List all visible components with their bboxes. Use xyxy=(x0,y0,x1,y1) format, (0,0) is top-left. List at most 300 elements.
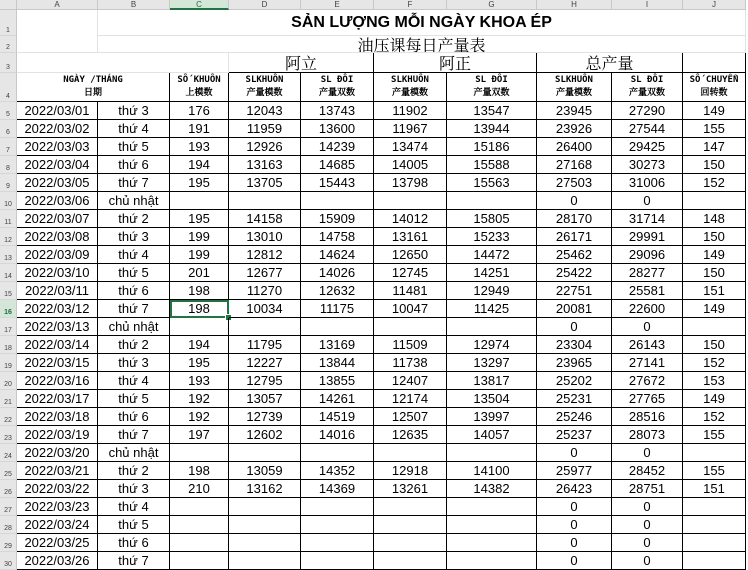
table-cell-i[interactable]: 29096 xyxy=(612,246,683,264)
table-cell-date[interactable]: 2022/03/15 xyxy=(17,354,98,372)
table-cell-date[interactable]: 2022/03/19 xyxy=(17,426,98,444)
table-cell-date[interactable]: 2022/03/13 xyxy=(17,318,98,336)
table-cell-j[interactable]: 155 xyxy=(683,462,746,480)
table-cell-date[interactable]: 2022/03/07 xyxy=(17,210,98,228)
table-cell-date[interactable]: 2022/03/25 xyxy=(17,534,98,552)
table-cell-d[interactable] xyxy=(229,318,301,336)
table-cell-d[interactable]: 11795 xyxy=(229,336,301,354)
table-cell-j[interactable]: 155 xyxy=(683,426,746,444)
table-cell-h[interactable]: 25231 xyxy=(537,390,612,408)
table-cell-f[interactable] xyxy=(374,318,447,336)
table-cell-date[interactable]: 2022/03/22 xyxy=(17,480,98,498)
table-cell-g[interactable] xyxy=(447,534,537,552)
row-header[interactable]: 7 xyxy=(0,138,17,156)
table-cell-j[interactable]: 152 xyxy=(683,408,746,426)
table-cell-day[interactable]: thứ 2 xyxy=(98,462,170,480)
select-all-corner[interactable] xyxy=(0,0,17,10)
table-cell-c[interactable] xyxy=(170,516,229,534)
row-header[interactable]: 27 xyxy=(0,498,17,516)
table-cell-f[interactable]: 12407 xyxy=(374,372,447,390)
table-cell-f[interactable] xyxy=(374,192,447,210)
row-header[interactable]: 11 xyxy=(0,210,17,228)
table-cell-j[interactable] xyxy=(683,552,746,570)
table-cell-g[interactable]: 13944 xyxy=(447,120,537,138)
table-cell-d[interactable]: 13059 xyxy=(229,462,301,480)
table-cell-d[interactable] xyxy=(229,444,301,462)
table-cell-e[interactable] xyxy=(301,318,374,336)
table-cell-i[interactable]: 0 xyxy=(612,192,683,210)
table-cell-e[interactable]: 14261 xyxy=(301,390,374,408)
table-cell-d[interactable]: 13057 xyxy=(229,390,301,408)
table-cell-d[interactable]: 14158 xyxy=(229,210,301,228)
table-cell-j[interactable]: 149 xyxy=(683,390,746,408)
table-cell-date[interactable]: 2022/03/10 xyxy=(17,264,98,282)
table-cell-day[interactable]: thứ 4 xyxy=(98,120,170,138)
table-cell-day[interactable]: thứ 4 xyxy=(98,372,170,390)
table-cell-c[interactable] xyxy=(170,552,229,570)
table-cell-i[interactable]: 28751 xyxy=(612,480,683,498)
table-cell-g[interactable]: 14057 xyxy=(447,426,537,444)
active-cell[interactable]: 198 xyxy=(170,300,229,318)
table-cell-d[interactable]: 12677 xyxy=(229,264,301,282)
table-cell-i[interactable]: 30273 xyxy=(612,156,683,174)
table-cell-date[interactable]: 2022/03/16 xyxy=(17,372,98,390)
table-cell-c[interactable]: 210 xyxy=(170,480,229,498)
table-cell-c[interactable] xyxy=(170,498,229,516)
row-header[interactable]: 26 xyxy=(0,480,17,498)
table-cell-g[interactable] xyxy=(447,552,537,570)
table-cell-g[interactable]: 14382 xyxy=(447,480,537,498)
table-cell-h[interactable]: 26423 xyxy=(537,480,612,498)
table-cell-f[interactable]: 12507 xyxy=(374,408,447,426)
table-cell-e[interactable] xyxy=(301,534,374,552)
table-cell-f[interactable]: 14005 xyxy=(374,156,447,174)
row-header[interactable]: 12 xyxy=(0,228,17,246)
table-cell-c[interactable]: 198 xyxy=(170,462,229,480)
table-cell-j[interactable]: 149 xyxy=(683,300,746,318)
table-cell-c[interactable]: 191 xyxy=(170,120,229,138)
table-cell-date[interactable]: 2022/03/17 xyxy=(17,390,98,408)
table-cell-i[interactable]: 25581 xyxy=(612,282,683,300)
table-cell-g[interactable]: 15563 xyxy=(447,174,537,192)
table-cell-i[interactable]: 0 xyxy=(612,498,683,516)
table-cell-f[interactable]: 13798 xyxy=(374,174,447,192)
table-cell-f[interactable]: 11481 xyxy=(374,282,447,300)
table-cell-d[interactable]: 12812 xyxy=(229,246,301,264)
column-header-b[interactable]: B xyxy=(98,0,170,10)
table-cell-d[interactable]: 12739 xyxy=(229,408,301,426)
table-cell-h[interactable]: 25246 xyxy=(537,408,612,426)
row-header[interactable]: 4 xyxy=(0,73,17,102)
table-cell-h[interactable]: 23945 xyxy=(537,102,612,120)
table-cell-j[interactable] xyxy=(683,498,746,516)
row-header[interactable]: 18 xyxy=(0,336,17,354)
table-cell-g[interactable]: 14472 xyxy=(447,246,537,264)
row-header[interactable]: 25 xyxy=(0,462,17,480)
table-cell-f[interactable]: 12174 xyxy=(374,390,447,408)
table-cell-d[interactable]: 12602 xyxy=(229,426,301,444)
table-cell-date[interactable]: 2022/03/12 xyxy=(17,300,98,318)
table-cell-i[interactable]: 28277 xyxy=(612,264,683,282)
table-cell-day[interactable]: thứ 5 xyxy=(98,390,170,408)
table-cell-day[interactable]: thứ 3 xyxy=(98,354,170,372)
table-cell-day[interactable]: thứ 2 xyxy=(98,336,170,354)
table-cell-day[interactable]: chủ nhật xyxy=(98,444,170,462)
table-cell-e[interactable]: 12632 xyxy=(301,282,374,300)
table-cell-d[interactable]: 13163 xyxy=(229,156,301,174)
table-cell-day[interactable]: thứ 6 xyxy=(98,282,170,300)
table-cell-h[interactable]: 23926 xyxy=(537,120,612,138)
column-header-a[interactable]: A xyxy=(17,0,98,10)
table-cell-e[interactable]: 11175 xyxy=(301,300,374,318)
table-cell-h[interactable]: 27503 xyxy=(537,174,612,192)
table-cell-j[interactable]: 153 xyxy=(683,372,746,390)
row-header[interactable]: 30 xyxy=(0,552,17,570)
table-cell-e[interactable]: 14369 xyxy=(301,480,374,498)
table-cell-i[interactable]: 27672 xyxy=(612,372,683,390)
table-cell-date[interactable]: 2022/03/09 xyxy=(17,246,98,264)
row-header[interactable]: 2 xyxy=(0,36,17,53)
row-header[interactable]: 23 xyxy=(0,426,17,444)
table-cell-day[interactable]: thứ 2 xyxy=(98,210,170,228)
row-header[interactable]: 5 xyxy=(0,102,17,120)
column-header-j[interactable]: J xyxy=(683,0,746,10)
table-cell-f[interactable] xyxy=(374,552,447,570)
table-cell-h[interactable]: 0 xyxy=(537,516,612,534)
table-cell-day[interactable]: thứ 4 xyxy=(98,246,170,264)
table-cell-h[interactable]: 25462 xyxy=(537,246,612,264)
table-cell-g[interactable] xyxy=(447,516,537,534)
table-cell-c[interactable] xyxy=(170,534,229,552)
table-cell-e[interactable]: 14624 xyxy=(301,246,374,264)
column-header-i[interactable]: I xyxy=(612,0,683,10)
column-header-g[interactable]: G xyxy=(447,0,537,10)
row-header[interactable]: 22 xyxy=(0,408,17,426)
table-cell-c[interactable]: 192 xyxy=(170,390,229,408)
table-cell-h[interactable]: 26400 xyxy=(537,138,612,156)
table-cell-g[interactable] xyxy=(447,444,537,462)
table-cell-h[interactable]: 23304 xyxy=(537,336,612,354)
table-cell-f[interactable]: 13261 xyxy=(374,480,447,498)
table-cell-h[interactable]: 22751 xyxy=(537,282,612,300)
table-cell-j[interactable] xyxy=(683,318,746,336)
table-cell-f[interactable]: 10047 xyxy=(374,300,447,318)
column-header-h[interactable]: H xyxy=(537,0,612,10)
table-cell-day[interactable]: chủ nhật xyxy=(98,192,170,210)
table-cell-e[interactable] xyxy=(301,444,374,462)
table-cell-f[interactable]: 12635 xyxy=(374,426,447,444)
table-cell-e[interactable]: 14026 xyxy=(301,264,374,282)
table-cell-day[interactable]: thứ 7 xyxy=(98,552,170,570)
row-header[interactable]: 13 xyxy=(0,246,17,264)
table-cell-j[interactable]: 150 xyxy=(683,228,746,246)
table-cell-f[interactable]: 11967 xyxy=(374,120,447,138)
table-cell-e[interactable]: 14758 xyxy=(301,228,374,246)
table-cell-i[interactable]: 0 xyxy=(612,534,683,552)
table-cell-day[interactable]: thứ 3 xyxy=(98,102,170,120)
row-header[interactable]: 24 xyxy=(0,444,17,462)
table-cell-j[interactable]: 149 xyxy=(683,102,746,120)
row-header[interactable]: 8 xyxy=(0,156,17,174)
table-cell-day[interactable]: thứ 7 xyxy=(98,300,170,318)
table-cell-j[interactable]: 155 xyxy=(683,120,746,138)
table-cell-e[interactable] xyxy=(301,498,374,516)
table-cell-f[interactable]: 11509 xyxy=(374,336,447,354)
row-header[interactable]: 20 xyxy=(0,372,17,390)
table-cell-date[interactable]: 2022/03/18 xyxy=(17,408,98,426)
table-cell-j[interactable] xyxy=(683,534,746,552)
table-cell-h[interactable]: 23965 xyxy=(537,354,612,372)
table-cell-e[interactable]: 14685 xyxy=(301,156,374,174)
table-cell-g[interactable]: 15805 xyxy=(447,210,537,228)
table-cell-g[interactable]: 11425 xyxy=(447,300,537,318)
column-header-d[interactable]: D xyxy=(229,0,301,10)
table-cell-h[interactable]: 25202 xyxy=(537,372,612,390)
table-cell-i[interactable]: 29991 xyxy=(612,228,683,246)
table-cell-day[interactable]: thứ 7 xyxy=(98,174,170,192)
table-cell-f[interactable]: 13161 xyxy=(374,228,447,246)
table-cell-i[interactable]: 0 xyxy=(612,318,683,336)
table-cell-d[interactable]: 12795 xyxy=(229,372,301,390)
empty-cell[interactable] xyxy=(683,53,746,73)
row-header[interactable]: 28 xyxy=(0,516,17,534)
table-cell-f[interactable]: 12650 xyxy=(374,246,447,264)
table-cell-i[interactable]: 29425 xyxy=(612,138,683,156)
table-cell-date[interactable]: 2022/03/06 xyxy=(17,192,98,210)
table-cell-c[interactable] xyxy=(170,318,229,336)
table-cell-g[interactable]: 15588 xyxy=(447,156,537,174)
table-cell-g[interactable]: 15233 xyxy=(447,228,537,246)
table-cell-f[interactable]: 11902 xyxy=(374,102,447,120)
column-header-c[interactable]: C xyxy=(170,0,229,10)
table-cell-date[interactable]: 2022/03/21 xyxy=(17,462,98,480)
table-cell-d[interactable]: 13162 xyxy=(229,480,301,498)
table-cell-g[interactable]: 13504 xyxy=(447,390,537,408)
table-cell-g[interactable]: 12974 xyxy=(447,336,537,354)
row-header[interactable]: 10 xyxy=(0,192,17,210)
table-cell-d[interactable]: 12227 xyxy=(229,354,301,372)
table-cell-j[interactable] xyxy=(683,192,746,210)
table-cell-i[interactable]: 27141 xyxy=(612,354,683,372)
table-cell-e[interactable]: 14352 xyxy=(301,462,374,480)
table-cell-day[interactable]: thứ 5 xyxy=(98,264,170,282)
table-cell-f[interactable] xyxy=(374,444,447,462)
table-cell-f[interactable] xyxy=(374,534,447,552)
table-cell-f[interactable]: 13474 xyxy=(374,138,447,156)
table-cell-h[interactable]: 25422 xyxy=(537,264,612,282)
table-cell-c[interactable]: 195 xyxy=(170,354,229,372)
table-cell-h[interactable]: 26171 xyxy=(537,228,612,246)
table-cell-h[interactable]: 0 xyxy=(537,192,612,210)
table-cell-c[interactable]: 195 xyxy=(170,210,229,228)
table-cell-e[interactable]: 13855 xyxy=(301,372,374,390)
table-cell-c[interactable]: 201 xyxy=(170,264,229,282)
table-cell-g[interactable]: 12949 xyxy=(447,282,537,300)
table-cell-d[interactable] xyxy=(229,516,301,534)
table-cell-d[interactable]: 13010 xyxy=(229,228,301,246)
table-cell-d[interactable]: 11270 xyxy=(229,282,301,300)
table-cell-c[interactable]: 192 xyxy=(170,408,229,426)
table-cell-e[interactable]: 14016 xyxy=(301,426,374,444)
table-cell-i[interactable]: 26143 xyxy=(612,336,683,354)
table-cell-g[interactable]: 13297 xyxy=(447,354,537,372)
table-cell-j[interactable]: 148 xyxy=(683,210,746,228)
row-header[interactable]: 19 xyxy=(0,354,17,372)
row-header[interactable]: 16 xyxy=(0,300,17,318)
table-cell-i[interactable]: 22600 xyxy=(612,300,683,318)
table-cell-d[interactable]: 10034 xyxy=(229,300,301,318)
table-cell-j[interactable]: 149 xyxy=(683,246,746,264)
table-cell-e[interactable] xyxy=(301,552,374,570)
table-cell-f[interactable] xyxy=(374,498,447,516)
table-cell-i[interactable]: 31714 xyxy=(612,210,683,228)
table-cell-c[interactable] xyxy=(170,444,229,462)
table-cell-i[interactable]: 0 xyxy=(612,444,683,462)
table-cell-d[interactable]: 12926 xyxy=(229,138,301,156)
table-cell-c[interactable]: 194 xyxy=(170,336,229,354)
table-cell-date[interactable]: 2022/03/26 xyxy=(17,552,98,570)
table-cell-f[interactable]: 14012 xyxy=(374,210,447,228)
table-cell-date[interactable]: 2022/03/08 xyxy=(17,228,98,246)
table-cell-e[interactable] xyxy=(301,516,374,534)
table-cell-j[interactable]: 152 xyxy=(683,354,746,372)
table-cell-date[interactable]: 2022/03/23 xyxy=(17,498,98,516)
row-header[interactable]: 1 xyxy=(0,10,17,36)
table-cell-day[interactable]: thứ 6 xyxy=(98,156,170,174)
table-cell-i[interactable]: 27290 xyxy=(612,102,683,120)
table-cell-g[interactable]: 13997 xyxy=(447,408,537,426)
table-cell-c[interactable]: 194 xyxy=(170,156,229,174)
table-cell-d[interactable] xyxy=(229,552,301,570)
table-cell-g[interactable]: 13817 xyxy=(447,372,537,390)
table-cell-d[interactable] xyxy=(229,534,301,552)
table-cell-date[interactable]: 2022/03/24 xyxy=(17,516,98,534)
table-cell-h[interactable]: 0 xyxy=(537,534,612,552)
table-cell-j[interactable] xyxy=(683,444,746,462)
table-cell-e[interactable] xyxy=(301,192,374,210)
table-cell-date[interactable]: 2022/03/20 xyxy=(17,444,98,462)
table-cell-day[interactable]: chủ nhật xyxy=(98,318,170,336)
table-cell-g[interactable]: 14100 xyxy=(447,462,537,480)
table-cell-e[interactable]: 13169 xyxy=(301,336,374,354)
table-cell-c[interactable]: 197 xyxy=(170,426,229,444)
table-cell-h[interactable]: 0 xyxy=(537,552,612,570)
table-cell-g[interactable]: 14251 xyxy=(447,264,537,282)
table-cell-d[interactable] xyxy=(229,192,301,210)
table-cell-i[interactable]: 27544 xyxy=(612,120,683,138)
row-header[interactable]: 9 xyxy=(0,174,17,192)
table-cell-date[interactable]: 2022/03/01 xyxy=(17,102,98,120)
table-cell-h[interactable]: 20081 xyxy=(537,300,612,318)
table-cell-i[interactable]: 27765 xyxy=(612,390,683,408)
table-cell-c[interactable]: 199 xyxy=(170,228,229,246)
table-cell-g[interactable]: 13547 xyxy=(447,102,537,120)
table-cell-e[interactable]: 14519 xyxy=(301,408,374,426)
table-cell-f[interactable]: 12745 xyxy=(374,264,447,282)
row-header[interactable]: 17 xyxy=(0,318,17,336)
table-cell-date[interactable]: 2022/03/03 xyxy=(17,138,98,156)
row-header[interactable]: 29 xyxy=(0,534,17,552)
table-cell-f[interactable]: 11738 xyxy=(374,354,447,372)
table-cell-c[interactable]: 198 xyxy=(170,282,229,300)
table-cell-e[interactable]: 13844 xyxy=(301,354,374,372)
table-cell-h[interactable]: 0 xyxy=(537,318,612,336)
table-cell-date[interactable]: 2022/03/11 xyxy=(17,282,98,300)
table-cell-i[interactable]: 28073 xyxy=(612,426,683,444)
table-cell-date[interactable]: 2022/03/05 xyxy=(17,174,98,192)
table-cell-h[interactable]: 25977 xyxy=(537,462,612,480)
table-cell-g[interactable] xyxy=(447,498,537,516)
table-cell-date[interactable]: 2022/03/02 xyxy=(17,120,98,138)
table-cell-c[interactable]: 176 xyxy=(170,102,229,120)
table-cell-j[interactable]: 150 xyxy=(683,264,746,282)
table-cell-day[interactable]: thứ 5 xyxy=(98,516,170,534)
table-cell-g[interactable] xyxy=(447,318,537,336)
table-cell-c[interactable] xyxy=(170,192,229,210)
row-header[interactable]: 3 xyxy=(0,53,17,73)
row-header[interactable]: 15 xyxy=(0,282,17,300)
table-cell-c[interactable]: 193 xyxy=(170,372,229,390)
table-cell-date[interactable]: 2022/03/14 xyxy=(17,336,98,354)
table-cell-c[interactable]: 195 xyxy=(170,174,229,192)
table-cell-j[interactable]: 150 xyxy=(683,336,746,354)
empty-cell[interactable] xyxy=(17,10,98,53)
column-header-e[interactable]: E xyxy=(301,0,374,10)
table-cell-i[interactable]: 28452 xyxy=(612,462,683,480)
table-cell-d[interactable]: 12043 xyxy=(229,102,301,120)
table-cell-j[interactable]: 152 xyxy=(683,174,746,192)
table-cell-j[interactable]: 151 xyxy=(683,480,746,498)
table-cell-e[interactable]: 15443 xyxy=(301,174,374,192)
table-cell-h[interactable]: 0 xyxy=(537,498,612,516)
table-cell-h[interactable]: 28170 xyxy=(537,210,612,228)
table-cell-c[interactable]: 199 xyxy=(170,246,229,264)
table-cell-j[interactable]: 151 xyxy=(683,282,746,300)
table-cell-g[interactable] xyxy=(447,192,537,210)
table-cell-h[interactable]: 0 xyxy=(537,444,612,462)
table-cell-day[interactable]: thứ 6 xyxy=(98,408,170,426)
table-cell-f[interactable]: 12918 xyxy=(374,462,447,480)
table-cell-day[interactable]: thứ 7 xyxy=(98,426,170,444)
table-cell-g[interactable]: 15186 xyxy=(447,138,537,156)
table-cell-h[interactable]: 25237 xyxy=(537,426,612,444)
table-cell-e[interactable]: 14239 xyxy=(301,138,374,156)
table-cell-day[interactable]: thứ 3 xyxy=(98,228,170,246)
column-header-f[interactable]: F xyxy=(374,0,447,10)
table-cell-h[interactable]: 27168 xyxy=(537,156,612,174)
table-cell-day[interactable]: thứ 3 xyxy=(98,480,170,498)
table-cell-i[interactable]: 0 xyxy=(612,516,683,534)
table-cell-date[interactable]: 2022/03/04 xyxy=(17,156,98,174)
table-cell-f[interactable] xyxy=(374,516,447,534)
table-cell-day[interactable]: thứ 5 xyxy=(98,138,170,156)
table-cell-i[interactable]: 31006 xyxy=(612,174,683,192)
table-cell-d[interactable] xyxy=(229,498,301,516)
table-cell-j[interactable]: 150 xyxy=(683,156,746,174)
table-cell-e[interactable]: 13743 xyxy=(301,102,374,120)
table-cell-day[interactable]: thứ 4 xyxy=(98,498,170,516)
row-header[interactable]: 6 xyxy=(0,120,17,138)
table-cell-i[interactable]: 0 xyxy=(612,552,683,570)
table-cell-i[interactable]: 28516 xyxy=(612,408,683,426)
table-cell-e[interactable]: 15909 xyxy=(301,210,374,228)
table-cell-c[interactable]: 193 xyxy=(170,138,229,156)
table-cell-j[interactable] xyxy=(683,516,746,534)
table-cell-d[interactable]: 13705 xyxy=(229,174,301,192)
table-cell-day[interactable]: thứ 6 xyxy=(98,534,170,552)
table-cell-d[interactable]: 11959 xyxy=(229,120,301,138)
table-cell-e[interactable]: 13600 xyxy=(301,120,374,138)
